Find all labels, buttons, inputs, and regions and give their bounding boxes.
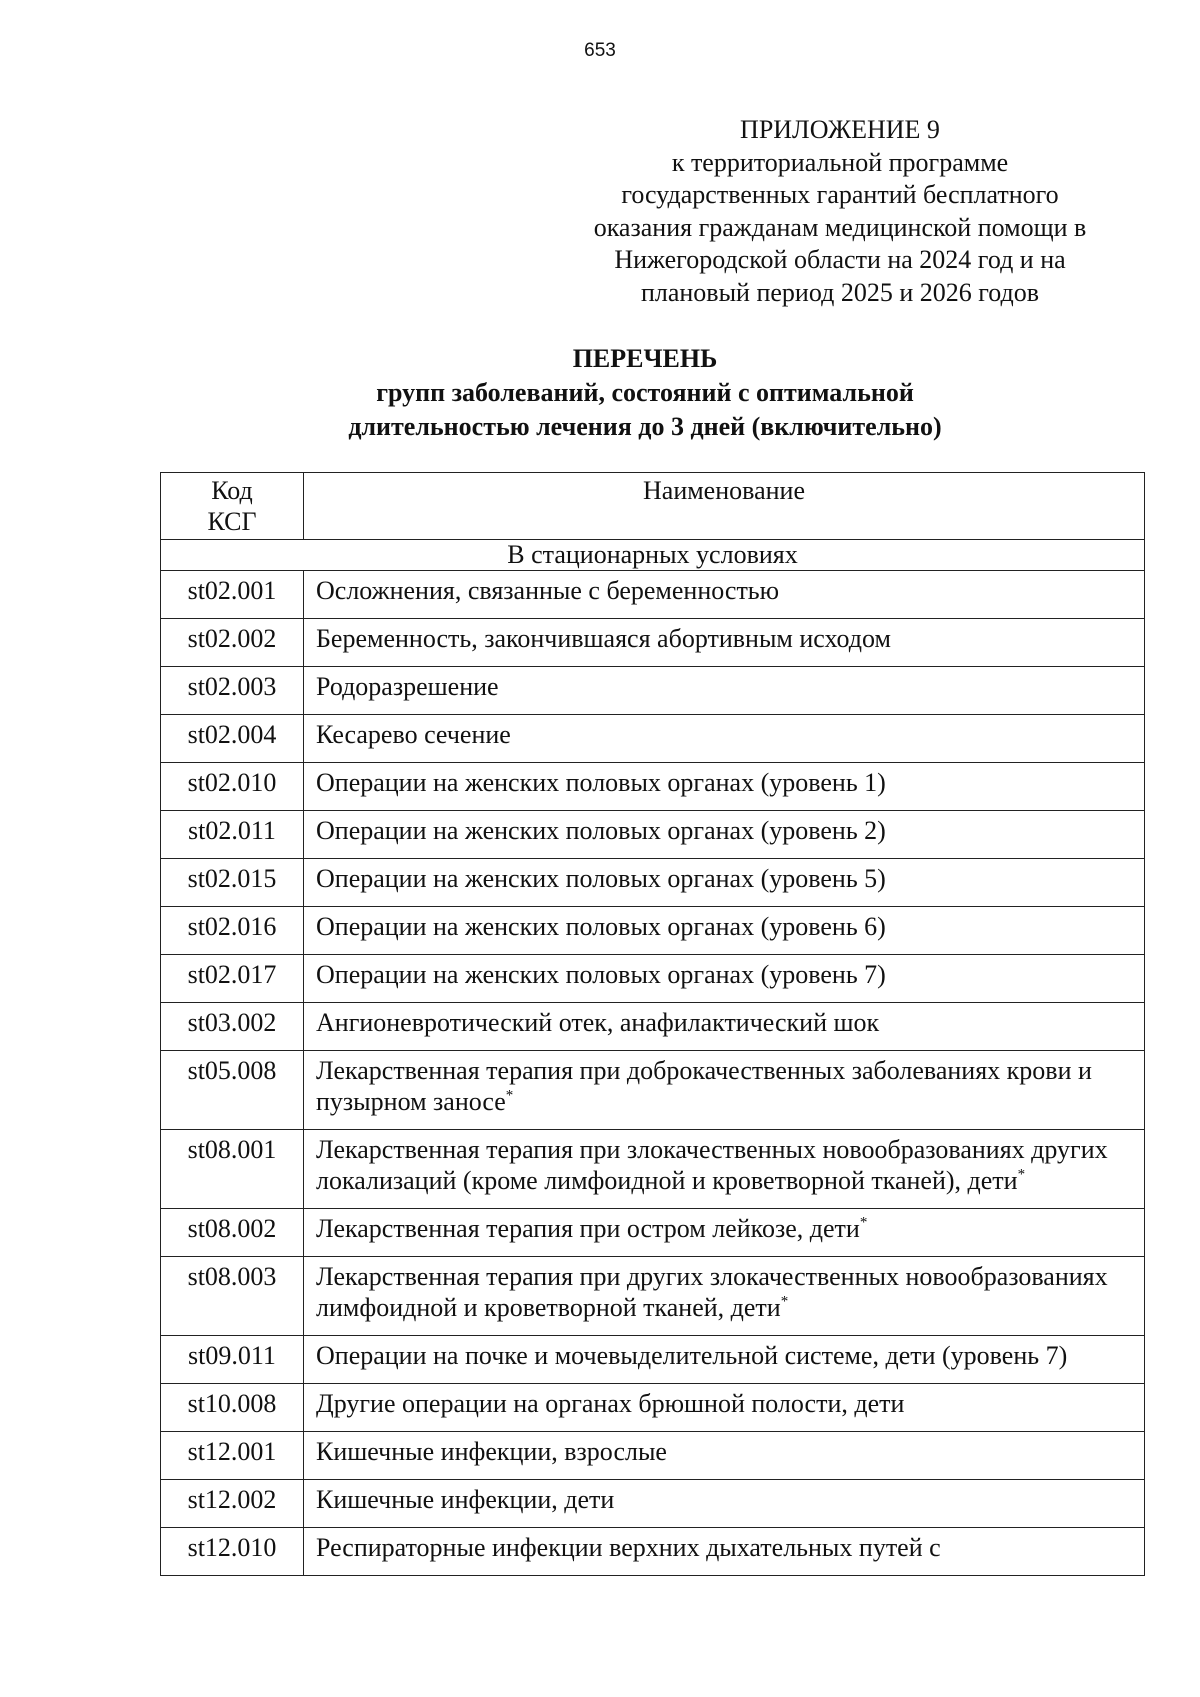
ksg-code: st08.001	[161, 1130, 304, 1209]
ksg-code: st02.001	[161, 571, 304, 619]
ksg-name-cell	[304, 1003, 1145, 1051]
appendix-line: к территориальной программе	[671, 147, 1009, 177]
ksg-code: st08.003	[161, 1257, 304, 1336]
ksg-name-cell	[304, 619, 1145, 667]
table-row	[161, 715, 1145, 763]
ksg-code: st10.008	[161, 1384, 304, 1432]
appendix-line: Нижегородской области на 2024 год и на	[614, 245, 1066, 274]
ksg-name-cell	[304, 1209, 1145, 1257]
ksg-code: st05.008	[161, 1051, 304, 1130]
ksg-name: Операции на почке и мочевыделительной системе, дети (уровень 7)	[316, 1341, 1068, 1370]
ksg-name: Лекарственная терапия при доброкачественных заболеваниях крови и пузырном заносе	[316, 1056, 1092, 1116]
ksg-name-cell	[304, 1528, 1145, 1576]
table-row	[161, 1051, 1145, 1130]
section-label: В стационарных условиях	[161, 540, 1145, 571]
header-code	[161, 473, 304, 540]
ksg-code: st02.015	[161, 859, 304, 907]
table-row	[161, 955, 1145, 1003]
table-row	[161, 1336, 1145, 1384]
ksg-name-cell	[304, 1480, 1145, 1528]
ksg-name: Кишечные инфекции, взрослые	[316, 1437, 667, 1466]
ksg-code: st03.002	[161, 1003, 304, 1051]
table-row	[161, 1528, 1145, 1576]
table-row	[161, 1003, 1145, 1051]
ksg-name: Ангионевротический отек, анафилактический шок	[316, 1008, 880, 1037]
ksg-name-cell	[304, 1432, 1145, 1480]
ksg-name-cell	[304, 763, 1145, 811]
ksg-name-cell	[304, 955, 1145, 1003]
ksg-name-cell	[304, 859, 1145, 907]
ksg-name-cell	[304, 571, 1145, 619]
appendix-line: плановый период 2025 и 2026 годов	[640, 277, 1040, 307]
page-number: 653	[584, 40, 616, 61]
table-row	[161, 1209, 1145, 1257]
ksg-name-cell	[304, 1257, 1145, 1336]
ksg-code: st02.011	[161, 811, 304, 859]
header-code-line: КСГ	[207, 507, 257, 536]
table-row	[161, 763, 1145, 811]
ksg-name: Лекарственная терапия при злокачественных новообразованиях других локализаций (кроме лимфоидной и кроветворной тканей), дети	[316, 1135, 1108, 1195]
ksg-name: Лекарственная терапия при остром лейкозе, дети	[316, 1214, 860, 1243]
ksg-name: Другие операции на органах брюшной полости, дети	[316, 1389, 905, 1418]
ksg-name-cell	[304, 811, 1145, 859]
ksg-code: st12.010	[161, 1528, 304, 1576]
ksg-name: Операции на женских половых органах (уровень 1)	[316, 768, 886, 797]
ksg-code: st02.010	[161, 763, 304, 811]
ksg-table	[160, 472, 1145, 1576]
ksg-name-cell	[304, 1130, 1145, 1209]
ksg-name-cell	[304, 907, 1145, 955]
table-row	[161, 667, 1145, 715]
ksg-name-cell	[304, 715, 1145, 763]
section-row	[161, 540, 1145, 571]
header-code-line: Код	[211, 476, 253, 505]
footnote-marker: *	[1017, 1166, 1026, 1183]
table-row	[161, 619, 1145, 667]
table-row	[161, 1384, 1145, 1432]
ksg-code: st02.004	[161, 715, 304, 763]
ksg-name: Респираторные инфекции верхних дыхательных путей с	[316, 1533, 941, 1562]
appendix-line: оказания гражданам медицинской помощи в	[593, 212, 1087, 242]
ksg-name: Осложнения, связанные с беременностью	[316, 576, 780, 605]
footnote-marker: *	[780, 1293, 789, 1310]
ksg-name-cell	[304, 667, 1145, 715]
ksg-code: st02.002	[161, 619, 304, 667]
ksg-name: Операции на женских половых органах (уровень 2)	[316, 816, 886, 845]
table-row	[161, 859, 1145, 907]
table-row	[161, 571, 1145, 619]
footnote-marker: *	[859, 1214, 868, 1231]
footnote-marker: *	[505, 1087, 514, 1104]
table-row	[161, 1432, 1145, 1480]
ksg-code: st09.011	[161, 1336, 304, 1384]
heading-subtitle-line: групп заболеваний, состояний с оптимальной	[376, 378, 914, 407]
ksg-name: Родоразрешение	[316, 672, 499, 701]
ksg-name: Лекарственная терапия при других злокачественных новообразованиях лимфоидной и кроветворной тканей, дети	[316, 1262, 1108, 1322]
ksg-code: st12.002	[161, 1480, 304, 1528]
appendix-title: ПРИЛОЖЕНИЕ 9	[740, 115, 940, 144]
heading-title: ПЕРЕЧЕНЬ	[572, 344, 718, 373]
table-header-row	[161, 473, 1145, 540]
document-heading	[160, 342, 1130, 444]
ksg-name: Операции на женских половых органах (уровень 7)	[316, 960, 886, 989]
ksg-code: st08.002	[161, 1209, 304, 1257]
table-row	[161, 1130, 1145, 1209]
table-row	[161, 1257, 1145, 1336]
ksg-code: st02.017	[161, 955, 304, 1003]
ksg-name: Беременность, закончившаяся абортивным исходом	[316, 624, 891, 653]
ksg-name: Операции на женских половых органах (уровень 5)	[316, 864, 886, 893]
table-row	[161, 907, 1145, 955]
table-row	[161, 1480, 1145, 1528]
heading-subtitle-line: длительностью лечения до 3 дней (включительно)	[348, 412, 942, 441]
ksg-name: Кесарево сечение	[316, 720, 511, 749]
header-name: Наименование	[304, 473, 1145, 540]
appendix-line: государственных гарантий бесплатного	[621, 180, 1059, 209]
ksg-code: st12.001	[161, 1432, 304, 1480]
table-row	[161, 811, 1145, 859]
ksg-name-cell	[304, 1384, 1145, 1432]
ksg-name: Кишечные инфекции, дети	[316, 1485, 615, 1514]
ksg-name: Операции на женских половых органах (уровень 6)	[316, 912, 886, 941]
ksg-code: st02.016	[161, 907, 304, 955]
appendix-header	[560, 114, 1120, 309]
ksg-name-cell	[304, 1336, 1145, 1384]
ksg-name-cell	[304, 1051, 1145, 1130]
ksg-code: st02.003	[161, 667, 304, 715]
